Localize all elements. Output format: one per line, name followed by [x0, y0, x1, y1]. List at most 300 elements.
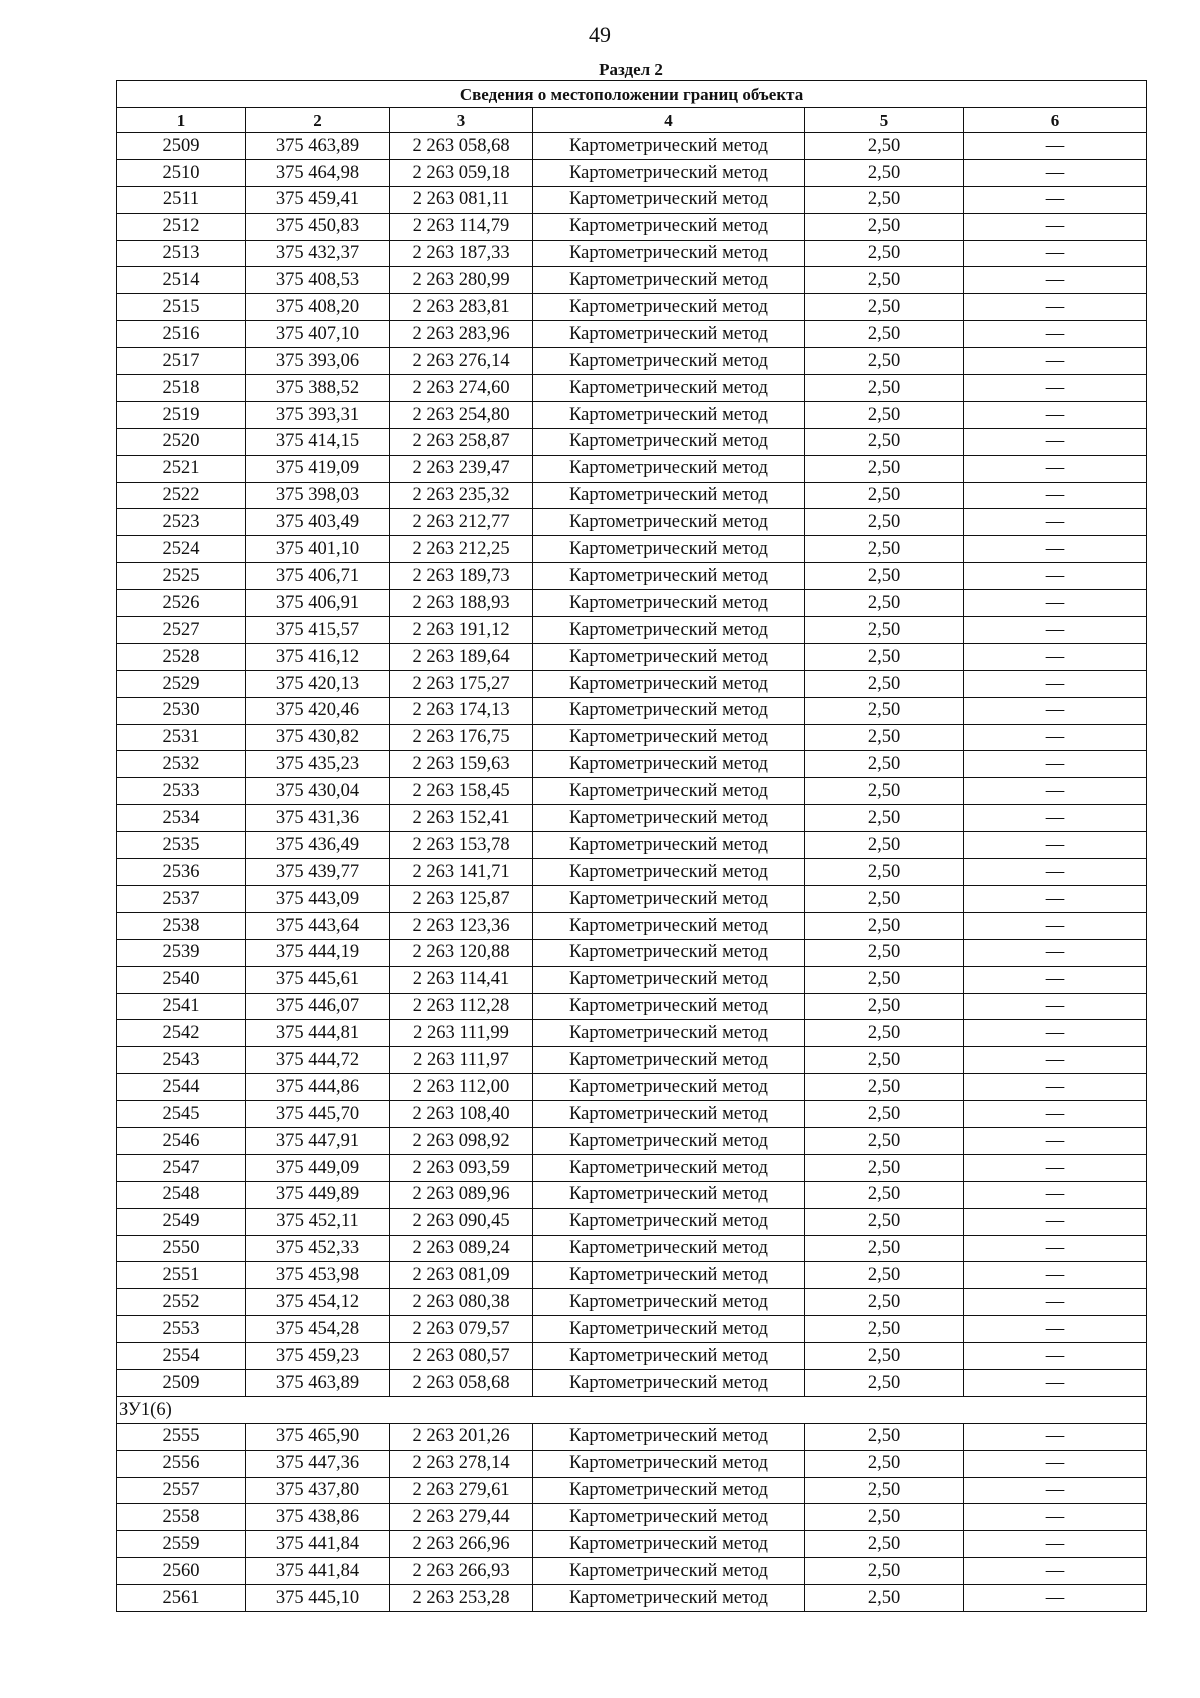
- description-cell: —: [964, 1423, 1147, 1450]
- accuracy-cell: 2,50: [805, 1450, 964, 1477]
- description-cell: —: [964, 1154, 1147, 1181]
- table-row: [117, 1262, 1147, 1289]
- accuracy-cell: 2,50: [805, 1369, 964, 1396]
- method-cell: Картометрический метод: [533, 455, 805, 482]
- accuracy-cell: 2,50: [805, 348, 964, 375]
- point-number-cell: 2524: [117, 536, 246, 563]
- y-coordinate-cell: 2 263 276,14: [390, 348, 533, 375]
- y-coordinate-cell: 2 263 176,75: [390, 724, 533, 751]
- y-coordinate-cell: 2 263 081,11: [390, 186, 533, 213]
- x-coordinate-cell: 375 419,09: [246, 455, 390, 482]
- table-row: [117, 805, 1147, 832]
- x-coordinate-cell: 375 420,13: [246, 670, 390, 697]
- description-cell: —: [964, 778, 1147, 805]
- point-number-cell: 2555: [117, 1423, 246, 1450]
- accuracy-cell: 2,50: [805, 778, 964, 805]
- point-number-cell: 2518: [117, 375, 246, 402]
- method-cell: Картометрический метод: [533, 375, 805, 402]
- description-cell: —: [964, 1101, 1147, 1128]
- y-coordinate-cell: 2 263 153,78: [390, 832, 533, 859]
- point-number-cell: 2554: [117, 1343, 246, 1370]
- point-number-cell: 2515: [117, 294, 246, 321]
- description-cell: —: [964, 240, 1147, 267]
- accuracy-cell: 2,50: [805, 375, 964, 402]
- table-row: [117, 993, 1147, 1020]
- point-number-cell: 2533: [117, 778, 246, 805]
- accuracy-cell: 2,50: [805, 1504, 964, 1531]
- method-cell: Картометрический метод: [533, 778, 805, 805]
- method-cell: Картометрический метод: [533, 1343, 805, 1370]
- x-coordinate-cell: 375 398,03: [246, 482, 390, 509]
- description-cell: —: [964, 859, 1147, 886]
- accuracy-cell: 2,50: [805, 1477, 964, 1504]
- y-coordinate-cell: 2 263 089,96: [390, 1181, 533, 1208]
- table-row: [117, 213, 1147, 240]
- x-coordinate-cell: 375 444,72: [246, 1047, 390, 1074]
- table-row: [117, 1477, 1147, 1504]
- x-coordinate-cell: 375 388,52: [246, 375, 390, 402]
- method-cell: Картометрический метод: [533, 1558, 805, 1585]
- point-number-cell: 2547: [117, 1154, 246, 1181]
- accuracy-cell: 2,50: [805, 321, 964, 348]
- x-coordinate-cell: 375 444,19: [246, 939, 390, 966]
- x-coordinate-cell: 375 403,49: [246, 509, 390, 536]
- accuracy-cell: 2,50: [805, 428, 964, 455]
- column-header: 2: [246, 108, 390, 133]
- table-row: [117, 885, 1147, 912]
- point-number-cell: 2519: [117, 401, 246, 428]
- accuracy-cell: 2,50: [805, 1154, 964, 1181]
- y-coordinate-cell: 2 263 114,79: [390, 213, 533, 240]
- y-coordinate-cell: 2 263 114,41: [390, 966, 533, 993]
- y-coordinate-cell: 2 263 079,57: [390, 1316, 533, 1343]
- accuracy-cell: 2,50: [805, 186, 964, 213]
- table-row: [117, 859, 1147, 886]
- method-cell: Картометрический метод: [533, 643, 805, 670]
- table-row: [117, 966, 1147, 993]
- y-coordinate-cell: 2 263 108,40: [390, 1101, 533, 1128]
- method-cell: Картометрический метод: [533, 186, 805, 213]
- y-coordinate-cell: 2 263 111,97: [390, 1047, 533, 1074]
- method-cell: Картометрический метод: [533, 321, 805, 348]
- description-cell: —: [964, 643, 1147, 670]
- method-cell: Картометрический метод: [533, 159, 805, 186]
- description-cell: —: [964, 1450, 1147, 1477]
- point-number-cell: 2527: [117, 617, 246, 644]
- point-number-cell: 2532: [117, 751, 246, 778]
- description-cell: —: [964, 133, 1147, 160]
- method-cell: Картометрический метод: [533, 993, 805, 1020]
- description-cell: —: [964, 267, 1147, 294]
- point-number-cell: 2526: [117, 590, 246, 617]
- y-coordinate-cell: 2 263 159,63: [390, 751, 533, 778]
- table-row: [117, 1289, 1147, 1316]
- method-cell: Картометрический метод: [533, 1235, 805, 1262]
- method-cell: Картометрический метод: [533, 348, 805, 375]
- table-row: [117, 1504, 1147, 1531]
- point-number-cell: 2525: [117, 563, 246, 590]
- y-coordinate-cell: 2 263 089,24: [390, 1235, 533, 1262]
- accuracy-cell: 2,50: [805, 1316, 964, 1343]
- x-coordinate-cell: 375 408,20: [246, 294, 390, 321]
- method-cell: Картометрический метод: [533, 1531, 805, 1558]
- description-cell: —: [964, 375, 1147, 402]
- accuracy-cell: 2,50: [805, 1558, 964, 1585]
- accuracy-cell: 2,50: [805, 1101, 964, 1128]
- table-row: [117, 1181, 1147, 1208]
- y-coordinate-cell: 2 263 093,59: [390, 1154, 533, 1181]
- description-cell: —: [964, 966, 1147, 993]
- y-coordinate-cell: 2 263 112,00: [390, 1074, 533, 1101]
- x-coordinate-cell: 375 454,28: [246, 1316, 390, 1343]
- accuracy-cell: 2,50: [805, 832, 964, 859]
- x-coordinate-cell: 375 435,23: [246, 751, 390, 778]
- column-header: 1: [117, 108, 246, 133]
- method-cell: Картометрический метод: [533, 428, 805, 455]
- method-cell: Картометрический метод: [533, 805, 805, 832]
- method-cell: Картометрический метод: [533, 939, 805, 966]
- y-coordinate-cell: 2 263 125,87: [390, 885, 533, 912]
- x-coordinate-cell: 375 430,04: [246, 778, 390, 805]
- method-cell: Картометрический метод: [533, 294, 805, 321]
- table-row: [117, 1127, 1147, 1154]
- point-number-cell: 2551: [117, 1262, 246, 1289]
- point-number-cell: 2542: [117, 1020, 246, 1047]
- table-row: [117, 482, 1147, 509]
- table-row: [117, 751, 1147, 778]
- point-number-cell: 2557: [117, 1477, 246, 1504]
- description-cell: —: [964, 482, 1147, 509]
- point-number-cell: 2529: [117, 670, 246, 697]
- y-coordinate-cell: 2 263 191,12: [390, 617, 533, 644]
- y-coordinate-cell: 2 263 120,88: [390, 939, 533, 966]
- point-number-cell: 2536: [117, 859, 246, 886]
- table-row: [117, 159, 1147, 186]
- point-number-cell: 2512: [117, 213, 246, 240]
- table-row: [117, 1208, 1147, 1235]
- x-coordinate-cell: 375 401,10: [246, 536, 390, 563]
- table-row: [117, 509, 1147, 536]
- y-coordinate-cell: 2 263 152,41: [390, 805, 533, 832]
- x-coordinate-cell: 375 449,89: [246, 1181, 390, 1208]
- accuracy-cell: 2,50: [805, 159, 964, 186]
- description-cell: —: [964, 1289, 1147, 1316]
- x-coordinate-cell: 375 416,12: [246, 643, 390, 670]
- method-cell: Картометрический метод: [533, 1369, 805, 1396]
- description-cell: —: [964, 186, 1147, 213]
- accuracy-cell: 2,50: [805, 1235, 964, 1262]
- table-row: [117, 832, 1147, 859]
- column-header: 4: [533, 108, 805, 133]
- table-row: [117, 1316, 1147, 1343]
- column-header: 6: [964, 108, 1147, 133]
- point-number-cell: 2514: [117, 267, 246, 294]
- method-cell: Картометрический метод: [533, 536, 805, 563]
- y-coordinate-cell: 2 263 235,32: [390, 482, 533, 509]
- x-coordinate-cell: 375 447,91: [246, 1127, 390, 1154]
- y-coordinate-cell: 2 263 239,47: [390, 455, 533, 482]
- description-cell: —: [964, 321, 1147, 348]
- x-coordinate-cell: 375 443,09: [246, 885, 390, 912]
- accuracy-cell: 2,50: [805, 267, 964, 294]
- point-number-cell: 2558: [117, 1504, 246, 1531]
- table-row: [117, 697, 1147, 724]
- description-cell: —: [964, 912, 1147, 939]
- method-cell: Картометрический метод: [533, 133, 805, 160]
- description-cell: —: [964, 724, 1147, 751]
- x-coordinate-cell: 375 449,09: [246, 1154, 390, 1181]
- description-cell: —: [964, 536, 1147, 563]
- point-number-cell: 2509: [117, 133, 246, 160]
- point-number-cell: 2509: [117, 1369, 246, 1396]
- description-cell: —: [964, 1235, 1147, 1262]
- method-cell: Картометрический метод: [533, 482, 805, 509]
- x-coordinate-cell: 375 464,98: [246, 159, 390, 186]
- point-number-cell: 2510: [117, 159, 246, 186]
- accuracy-cell: 2,50: [805, 1423, 964, 1450]
- method-cell: Картометрический метод: [533, 832, 805, 859]
- table-row: [117, 267, 1147, 294]
- table-row: [117, 401, 1147, 428]
- y-coordinate-cell: 2 263 112,28: [390, 993, 533, 1020]
- description-cell: —: [964, 617, 1147, 644]
- method-cell: Картометрический метод: [533, 670, 805, 697]
- y-coordinate-cell: 2 263 058,68: [390, 133, 533, 160]
- group-label: ЗУ1(6): [117, 1396, 1147, 1423]
- description-cell: —: [964, 213, 1147, 240]
- accuracy-cell: 2,50: [805, 805, 964, 832]
- accuracy-cell: 2,50: [805, 643, 964, 670]
- accuracy-cell: 2,50: [805, 1127, 964, 1154]
- description-cell: —: [964, 509, 1147, 536]
- point-number-cell: 2561: [117, 1585, 246, 1612]
- method-cell: Картометрический метод: [533, 912, 805, 939]
- x-coordinate-cell: 375 407,10: [246, 321, 390, 348]
- table-row: [117, 375, 1147, 402]
- y-coordinate-cell: 2 263 174,13: [390, 697, 533, 724]
- x-coordinate-cell: 375 430,82: [246, 724, 390, 751]
- y-coordinate-cell: 2 263 175,27: [390, 670, 533, 697]
- table-row: [117, 133, 1147, 160]
- method-cell: Картометрический метод: [533, 1450, 805, 1477]
- description-cell: —: [964, 1181, 1147, 1208]
- x-coordinate-cell: 375 441,84: [246, 1558, 390, 1585]
- table-row: [117, 321, 1147, 348]
- method-cell: Картометрический метод: [533, 697, 805, 724]
- x-coordinate-cell: 375 450,83: [246, 213, 390, 240]
- description-cell: —: [964, 590, 1147, 617]
- y-coordinate-cell: 2 263 187,33: [390, 240, 533, 267]
- point-number-cell: 2548: [117, 1181, 246, 1208]
- description-cell: —: [964, 1074, 1147, 1101]
- accuracy-cell: 2,50: [805, 1047, 964, 1074]
- table-row: [117, 670, 1147, 697]
- table-row: [117, 939, 1147, 966]
- table-row: [117, 643, 1147, 670]
- description-cell: —: [964, 428, 1147, 455]
- accuracy-cell: 2,50: [805, 240, 964, 267]
- point-number-cell: 2545: [117, 1101, 246, 1128]
- y-coordinate-cell: 2 263 081,09: [390, 1262, 533, 1289]
- table-row: [117, 590, 1147, 617]
- x-coordinate-cell: 375 414,15: [246, 428, 390, 455]
- page-number: 49: [589, 22, 611, 47]
- x-coordinate-cell: 375 431,36: [246, 805, 390, 832]
- accuracy-cell: 2,50: [805, 939, 964, 966]
- table-row: [117, 1047, 1147, 1074]
- point-number-cell: 2538: [117, 912, 246, 939]
- accuracy-cell: 2,50: [805, 670, 964, 697]
- method-cell: Картометрический метод: [533, 213, 805, 240]
- x-coordinate-cell: 375 446,07: [246, 993, 390, 1020]
- accuracy-cell: 2,50: [805, 482, 964, 509]
- table-row: [117, 536, 1147, 563]
- method-cell: Картометрический метод: [533, 267, 805, 294]
- accuracy-cell: 2,50: [805, 617, 964, 644]
- x-coordinate-cell: 375 465,90: [246, 1423, 390, 1450]
- point-number-cell: 2546: [117, 1127, 246, 1154]
- method-cell: Картометрический метод: [533, 1262, 805, 1289]
- x-coordinate-cell: 375 438,86: [246, 1504, 390, 1531]
- y-coordinate-cell: 2 263 141,71: [390, 859, 533, 886]
- point-number-cell: 2511: [117, 186, 246, 213]
- table-row: [117, 1531, 1147, 1558]
- description-cell: —: [964, 1208, 1147, 1235]
- point-number-cell: 2550: [117, 1235, 246, 1262]
- x-coordinate-cell: 375 459,41: [246, 186, 390, 213]
- point-number-cell: 2537: [117, 885, 246, 912]
- accuracy-cell: 2,50: [805, 724, 964, 751]
- method-cell: Картометрический метод: [533, 751, 805, 778]
- accuracy-cell: 2,50: [805, 455, 964, 482]
- y-coordinate-cell: 2 263 189,73: [390, 563, 533, 590]
- x-coordinate-cell: 375 439,77: [246, 859, 390, 886]
- accuracy-cell: 2,50: [805, 859, 964, 886]
- table-row: [117, 1074, 1147, 1101]
- table-body: [117, 133, 1147, 1612]
- x-coordinate-cell: 375 432,37: [246, 240, 390, 267]
- method-cell: Картометрический метод: [533, 1504, 805, 1531]
- accuracy-cell: 2,50: [805, 1208, 964, 1235]
- accuracy-cell: 2,50: [805, 1074, 964, 1101]
- method-cell: Картометрический метод: [533, 240, 805, 267]
- column-header: 5: [805, 108, 964, 133]
- y-coordinate-cell: 2 263 266,93: [390, 1558, 533, 1585]
- description-cell: —: [964, 751, 1147, 778]
- description-cell: —: [964, 670, 1147, 697]
- accuracy-cell: 2,50: [805, 1181, 964, 1208]
- x-coordinate-cell: 375 445,10: [246, 1585, 390, 1612]
- y-coordinate-cell: 2 263 279,44: [390, 1504, 533, 1531]
- y-coordinate-cell: 2 263 080,57: [390, 1343, 533, 1370]
- x-coordinate-cell: 375 445,61: [246, 966, 390, 993]
- y-coordinate-cell: 2 263 266,96: [390, 1531, 533, 1558]
- description-cell: —: [964, 1558, 1147, 1585]
- point-number-cell: 2528: [117, 643, 246, 670]
- table-row: [117, 1020, 1147, 1047]
- description-cell: —: [964, 885, 1147, 912]
- method-cell: Картометрический метод: [533, 563, 805, 590]
- y-coordinate-cell: 2 263 258,87: [390, 428, 533, 455]
- x-coordinate-cell: 375 452,11: [246, 1208, 390, 1235]
- accuracy-cell: 2,50: [805, 1343, 964, 1370]
- accuracy-cell: 2,50: [805, 509, 964, 536]
- description-cell: —: [964, 1020, 1147, 1047]
- method-cell: Картометрический метод: [533, 617, 805, 644]
- table-row: [117, 724, 1147, 751]
- point-number-cell: 2556: [117, 1450, 246, 1477]
- x-coordinate-cell: 375 452,33: [246, 1235, 390, 1262]
- boundary-coordinates-table: [116, 80, 1147, 1612]
- accuracy-cell: 2,50: [805, 912, 964, 939]
- x-coordinate-cell: 375 463,89: [246, 133, 390, 160]
- x-coordinate-cell: 375 408,53: [246, 267, 390, 294]
- accuracy-cell: 2,50: [805, 294, 964, 321]
- accuracy-cell: 2,50: [805, 1289, 964, 1316]
- point-number-cell: 2535: [117, 832, 246, 859]
- y-coordinate-cell: 2 263 279,61: [390, 1477, 533, 1504]
- accuracy-cell: 2,50: [805, 563, 964, 590]
- description-cell: —: [964, 1127, 1147, 1154]
- method-cell: Картометрический метод: [533, 885, 805, 912]
- method-cell: Картометрический метод: [533, 1127, 805, 1154]
- y-coordinate-cell: 2 263 212,77: [390, 509, 533, 536]
- accuracy-cell: 2,50: [805, 1531, 964, 1558]
- description-cell: —: [964, 1477, 1147, 1504]
- method-cell: Картометрический метод: [533, 1181, 805, 1208]
- method-cell: Картометрический метод: [533, 1208, 805, 1235]
- x-coordinate-cell: 375 444,86: [246, 1074, 390, 1101]
- section-title: Раздел 2: [599, 60, 663, 79]
- description-cell: —: [964, 1369, 1147, 1396]
- group-label-row: [117, 1396, 1147, 1423]
- point-number-cell: 2523: [117, 509, 246, 536]
- point-number-cell: 2553: [117, 1316, 246, 1343]
- description-cell: —: [964, 294, 1147, 321]
- y-coordinate-cell: 2 263 158,45: [390, 778, 533, 805]
- y-coordinate-cell: 2 263 253,28: [390, 1585, 533, 1612]
- x-coordinate-cell: 375 443,64: [246, 912, 390, 939]
- method-cell: Картометрический метод: [533, 1477, 805, 1504]
- accuracy-cell: 2,50: [805, 885, 964, 912]
- y-coordinate-cell: 2 263 111,99: [390, 1020, 533, 1047]
- method-cell: Картометрический метод: [533, 590, 805, 617]
- accuracy-cell: 2,50: [805, 133, 964, 160]
- description-cell: —: [964, 697, 1147, 724]
- x-coordinate-cell: 375 454,12: [246, 1289, 390, 1316]
- table-row: [117, 1154, 1147, 1181]
- point-number-cell: 2521: [117, 455, 246, 482]
- y-coordinate-cell: 2 263 090,45: [390, 1208, 533, 1235]
- description-cell: —: [964, 832, 1147, 859]
- method-cell: Картометрический метод: [533, 1423, 805, 1450]
- accuracy-cell: 2,50: [805, 1585, 964, 1612]
- x-coordinate-cell: 375 441,84: [246, 1531, 390, 1558]
- point-number-cell: 2541: [117, 993, 246, 1020]
- description-cell: —: [964, 1585, 1147, 1612]
- table-row: [117, 294, 1147, 321]
- point-number-cell: 2530: [117, 697, 246, 724]
- y-coordinate-cell: 2 263 188,93: [390, 590, 533, 617]
- point-number-cell: 2513: [117, 240, 246, 267]
- table-caption: Сведения о местоположении границ объекта: [117, 81, 1147, 108]
- accuracy-cell: 2,50: [805, 536, 964, 563]
- x-coordinate-cell: 375 445,70: [246, 1101, 390, 1128]
- point-number-cell: 2539: [117, 939, 246, 966]
- table-row: [117, 617, 1147, 644]
- table-row: [117, 348, 1147, 375]
- table-caption-row: [117, 81, 1147, 108]
